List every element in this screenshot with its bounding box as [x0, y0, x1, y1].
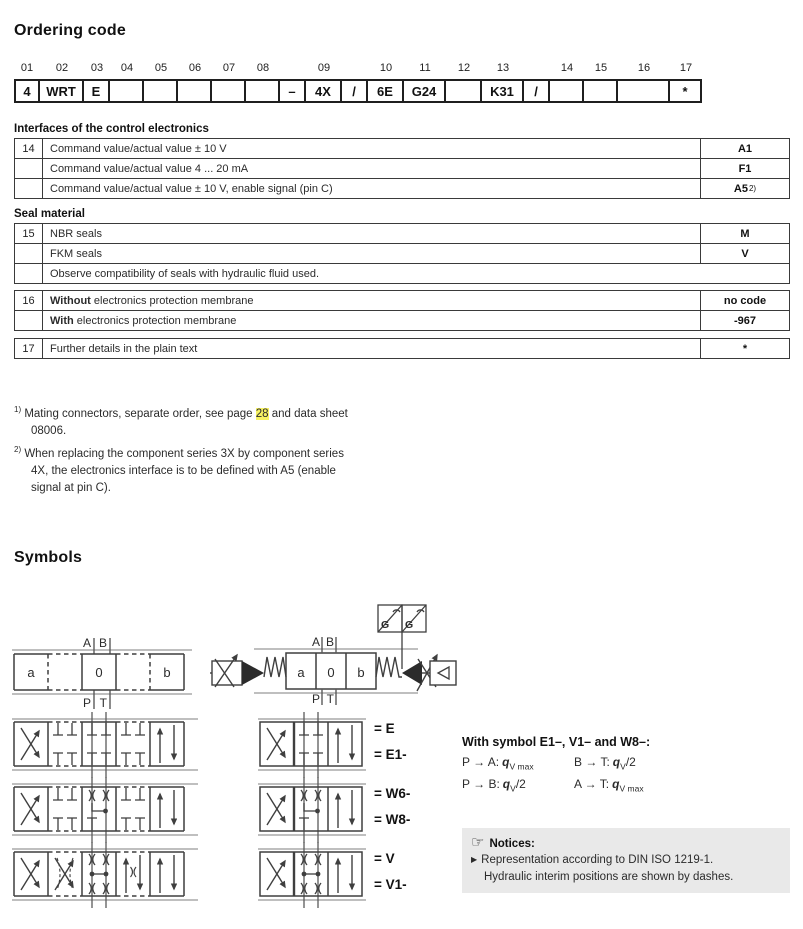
oc-cell-13: 13 K31 — [482, 62, 524, 103]
footnote-1: $^{1)}$ Mating connectors, separate order, see page 28 and data sheet 08006. — [14, 405, 348, 437]
oc-cell-09: 09 4X — [306, 62, 342, 103]
table-row: 15 NBR seals M — [15, 224, 789, 243]
oc-cell-03: 03 E — [84, 62, 110, 103]
oc-cell-04: 04 — [110, 62, 144, 103]
flow-note — [462, 733, 797, 798]
connector-g-label: G — [381, 619, 390, 631]
oc-cell-12: 12 — [446, 62, 482, 103]
position-0-label: 0 — [95, 665, 103, 680]
notices-box — [462, 828, 790, 893]
spool-symbol-v-short — [258, 842, 368, 908]
spool-symbol-e-short — [258, 712, 368, 778]
footnotes — [14, 401, 362, 498]
oc-cell-05: 05 — [144, 62, 178, 103]
flow-item: A → T: $q_{V max}$ — [574, 777, 644, 794]
position-a-label: a — [297, 665, 305, 680]
pointing-hand-icon: ☞ — [471, 834, 485, 851]
oc-cell-slash1: / — [342, 62, 368, 103]
table-further-details — [14, 338, 790, 359]
oc-cell-16: 16 — [618, 62, 670, 103]
footnote-2: $^{2)}$ When replacing the component series 3X by component series 4X, the electronics interface is to be defined with A5 (enable signal at pin C). — [14, 444, 344, 494]
spool-symbol-w-detailed — [12, 777, 202, 843]
spring-left — [264, 657, 286, 677]
section-heading-seal-material: Seal material — [14, 208, 85, 220]
table-interfaces — [14, 138, 790, 199]
port-p-label: P — [311, 692, 320, 706]
spool-symbol-w-short — [258, 777, 368, 843]
flow-item: P → B: $q_V/2$ — [462, 777, 526, 794]
port-a-label: A — [82, 636, 91, 650]
flow-item: P → A: $q_{V max}$ — [462, 755, 534, 772]
port-b-label: B — [325, 635, 334, 649]
oc-cell-14: 14 — [550, 62, 584, 103]
spool-symbol-e-detailed — [12, 712, 202, 778]
oc-cell-02: 02 WRT — [40, 62, 84, 103]
position-b-label: b — [357, 665, 365, 680]
table-row: With electronics protection membrane -967 — [15, 310, 789, 330]
port-t-label: T — [99, 696, 107, 710]
spool-symbol-v-detailed — [12, 842, 202, 908]
solenoid-arrow-right — [242, 661, 264, 685]
oc-cell-06: 06 — [178, 62, 212, 103]
notice-line-continuation: Hydraulic interim positions are shown by dashes. — [484, 871, 734, 883]
table-protection-membrane — [14, 290, 790, 331]
table-row: 17 Further details in the plain text * — [15, 339, 789, 358]
flow-item: B → T: $q_V/2$ — [574, 755, 636, 772]
port-t-label: T — [326, 692, 334, 706]
section-heading-interfaces: Interfaces of the control electronics — [14, 123, 209, 135]
oc-cell-slash2: / — [524, 62, 550, 103]
bullet-icon: ▶ — [471, 855, 478, 864]
oc-cell-07: 07 — [212, 62, 246, 103]
page-ref-highlight[interactable]: 28 — [255, 407, 269, 420]
solenoid-arrow-left — [402, 661, 422, 685]
spring-right — [376, 657, 402, 677]
notices-header — [471, 835, 781, 852]
valve-symbol-basic — [12, 630, 197, 714]
oc-cell-dash: – — [280, 62, 306, 103]
symbol-equals-labels-e: = E = E1- — [374, 721, 407, 762]
position-b-label: b — [163, 665, 171, 680]
port-p-label: P — [82, 696, 91, 710]
port-a-label: A — [311, 635, 320, 649]
flow-note-grid — [462, 753, 797, 798]
table-row: 16 Without electronics protection membrane no code — [15, 291, 789, 310]
flow-note-title: With symbol E1–, V1– and W8–: — [462, 735, 651, 749]
notice-line: ▶ Representation according to DIN ISO 1219-1. — [471, 854, 714, 866]
table-row: Command value/actual value ± 10 V, enable signal (pin C) A5 2) — [15, 178, 789, 198]
table-row: Command value/actual value 4 ... 20 mA F1 — [15, 158, 789, 178]
symbol-equals-labels-w: = W6- = W8- — [374, 786, 411, 827]
position-0-label: 0 — [327, 665, 335, 680]
page-title-symbols: Symbols — [14, 549, 83, 566]
connector-g-label: G — [405, 619, 414, 631]
oc-cell-08: 08 — [246, 62, 280, 103]
port-b-label: B — [98, 636, 107, 650]
port-rails — [254, 649, 418, 693]
right-solenoid — [376, 655, 456, 691]
oc-cell-11: 11 G24 — [404, 62, 446, 103]
table-row-note: Observe compatibility of seals with hydraulic fluid used. — [15, 263, 789, 283]
position-a-label: a — [27, 665, 35, 680]
oc-cell-15: 15 — [584, 62, 618, 103]
left-solenoid — [210, 655, 286, 687]
table-row: 14 Command value/actual value ± 10 V A1 — [15, 139, 789, 158]
valve-symbol-actuated — [210, 597, 460, 717]
table-row: FKM seals V — [15, 243, 789, 263]
notices-title: Notices: — [489, 838, 535, 850]
ordering-code-strip — [14, 62, 702, 103]
symbol-equals-labels-v: = V = V1- — [374, 851, 407, 892]
table-seal-material — [14, 223, 790, 284]
page-title-ordering-code: Ordering code — [14, 22, 126, 39]
oc-cell-01: 01 4 — [14, 62, 40, 103]
oc-cell-10: 10 6E — [368, 62, 404, 103]
oc-cell-17: 17 * — [670, 62, 702, 103]
